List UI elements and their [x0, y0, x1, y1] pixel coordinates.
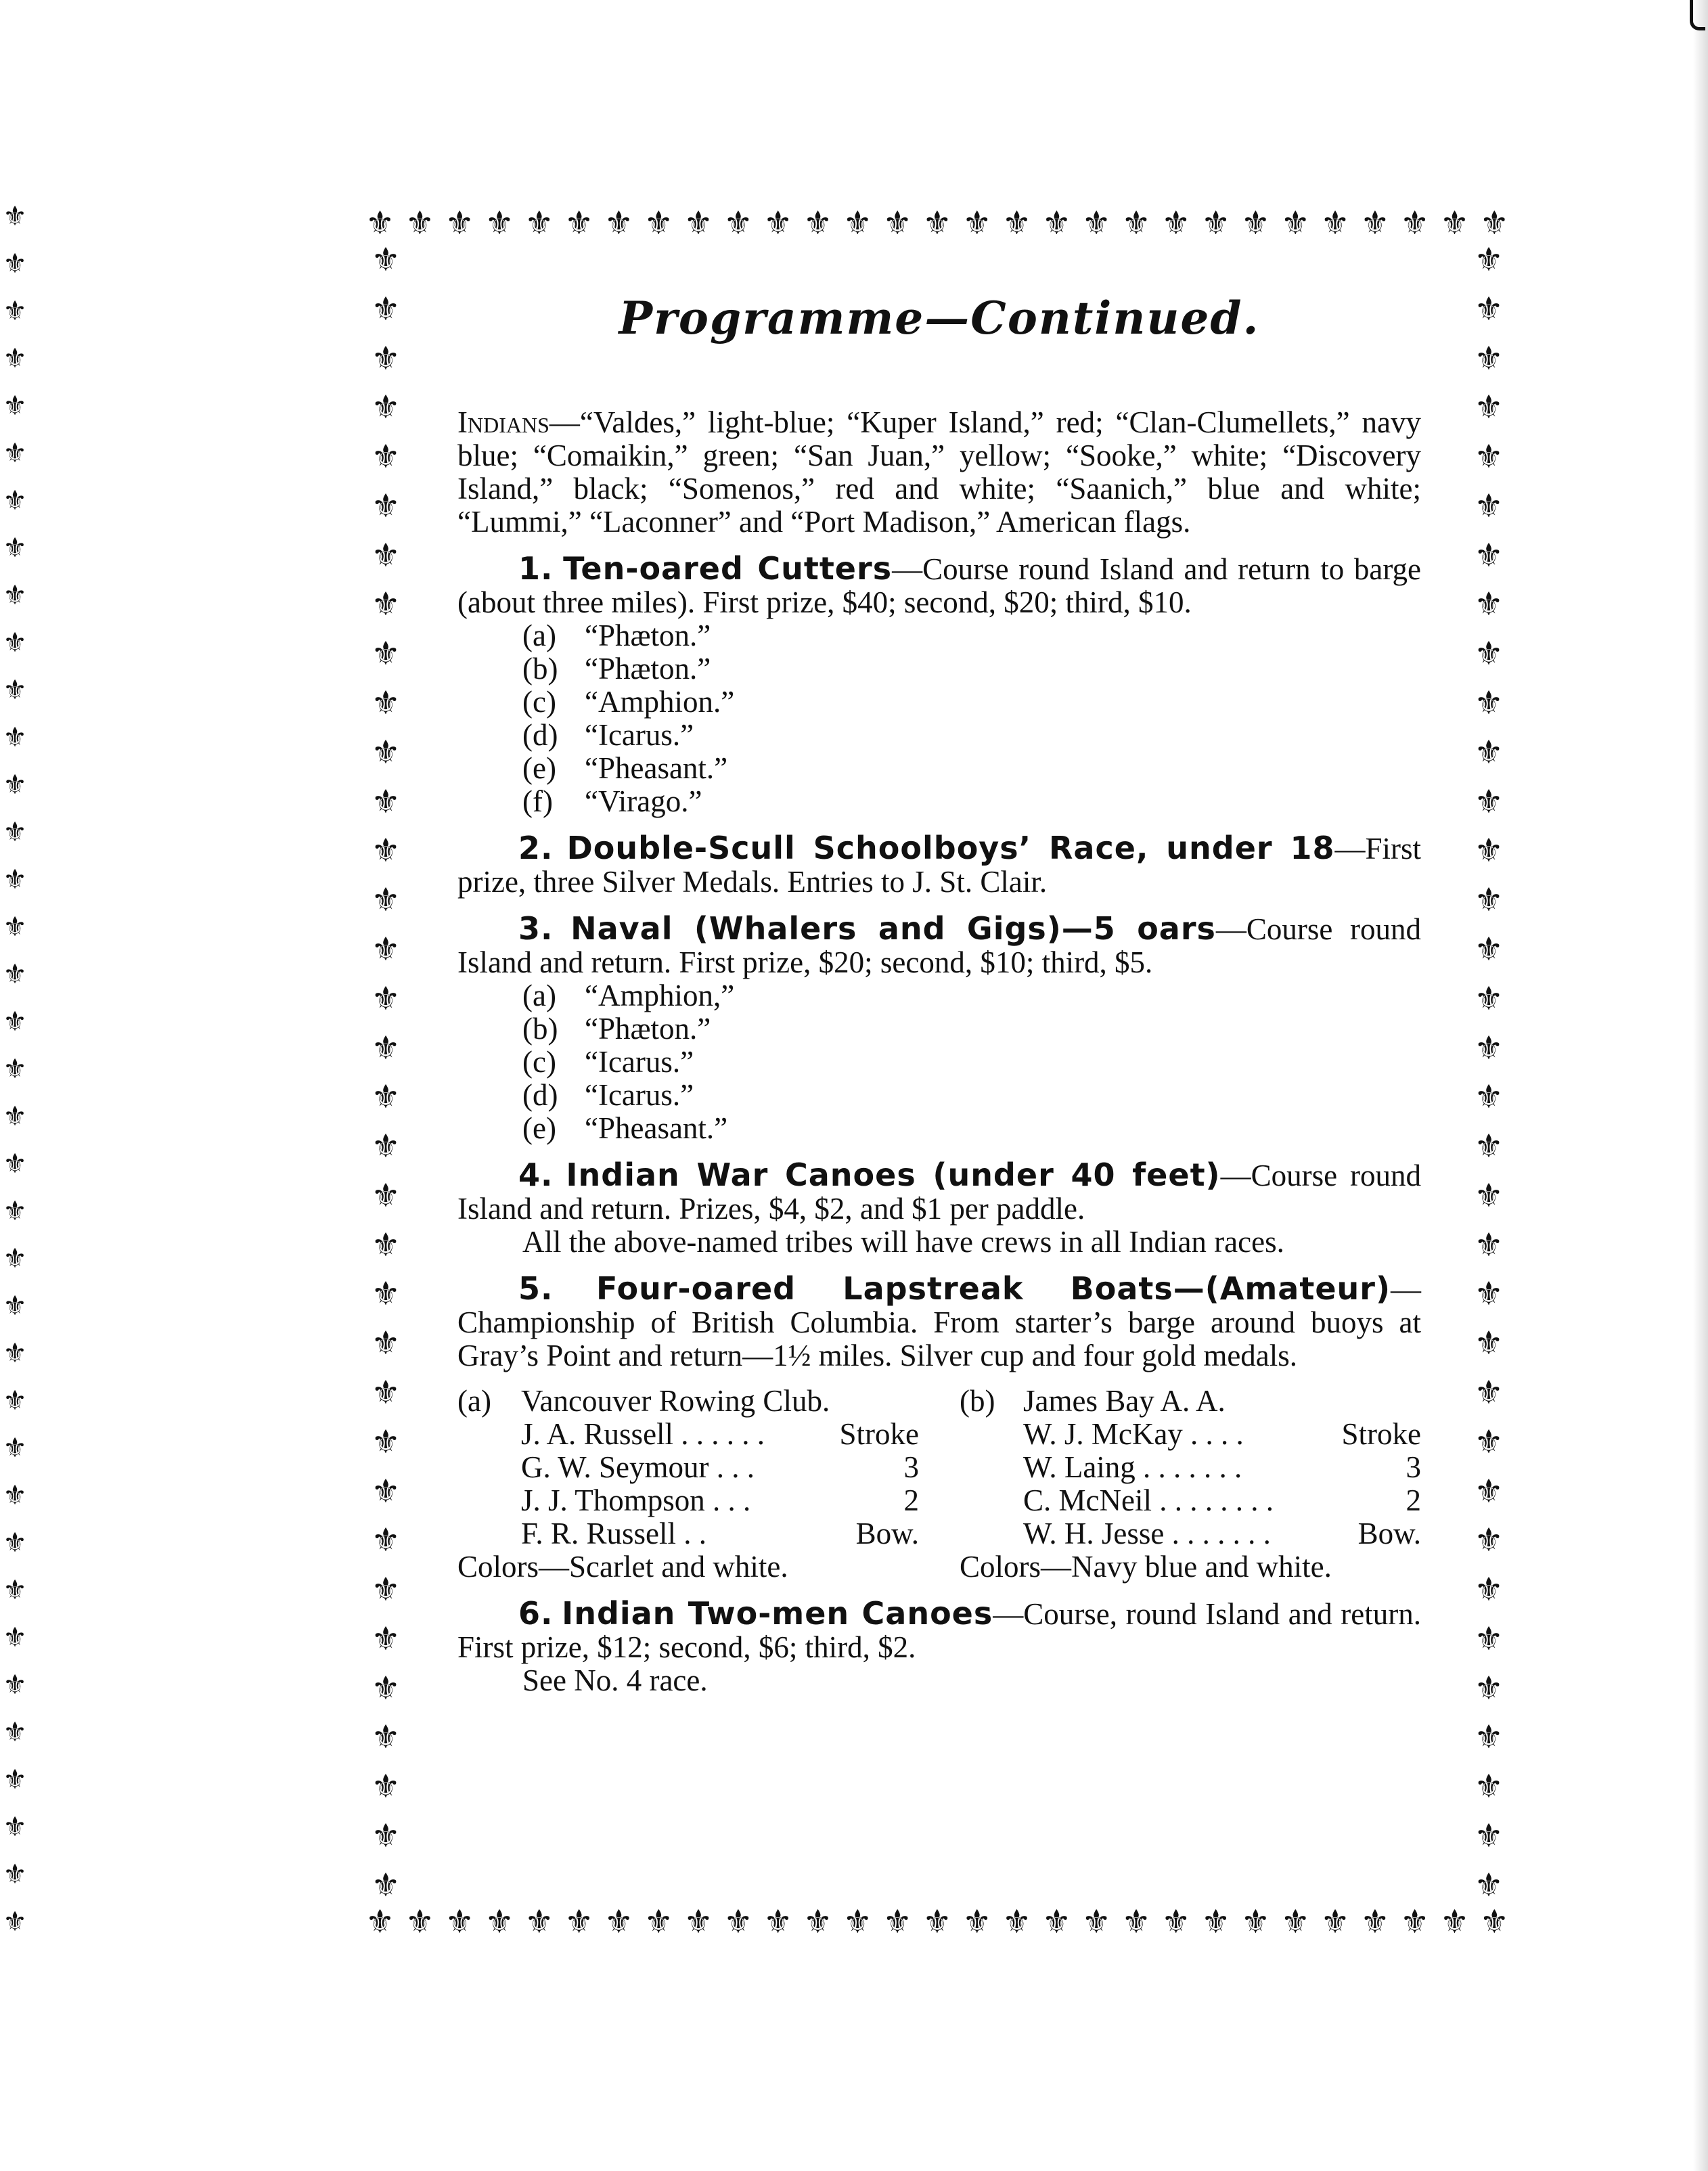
fleur-de-lis-icon: ⚜ [1479, 1903, 1509, 1941]
race-5-crews [457, 1385, 1421, 1584]
entry-label: (b) [522, 1012, 558, 1046]
fleur-de-lis-icon: ⚜ [445, 204, 474, 242]
fleur-de-lis-icon: ⚜ [371, 438, 401, 476]
fleur-de-lis-icon: ⚜ [3, 1812, 27, 1843]
fleur-de-lis-icon: ⚜ [803, 1903, 832, 1941]
entry-name: “Pheasant.” [585, 1111, 728, 1145]
fleur-de-lis-icon: ⚜ [3, 1717, 27, 1748]
fleur-de-lis-icon: ⚜ [1360, 1903, 1390, 1941]
fleur-de-lis-icon: ⚜ [3, 912, 27, 943]
fleur-de-lis-icon: ⚜ [564, 1903, 594, 1941]
fleur-de-lis-icon: ⚜ [1474, 1619, 1504, 1658]
fleur-de-lis-icon: ⚜ [371, 1423, 401, 1461]
fleur-de-lis-icon: ⚜ [1041, 204, 1071, 242]
fleur-de-lis-icon: ⚜ [371, 733, 401, 771]
fleur-de-lis-icon: ⚜ [371, 1571, 401, 1609]
fleur-de-lis-icon: ⚜ [1121, 1903, 1151, 1941]
fleur-de-lis-icon: ⚜ [524, 1903, 554, 1941]
fleur-de-lis-icon: ⚜ [1439, 1903, 1469, 1941]
fleur-de-lis-icon: ⚜ [1474, 1817, 1504, 1855]
race-title: Ten-oared Cutters [563, 550, 893, 587]
race-number: 5. [518, 1270, 554, 1307]
fleur-de-lis-icon: ⚜ [1474, 1029, 1504, 1067]
list-item [522, 719, 1421, 752]
fleur-de-lis-icon: ⚜ [524, 204, 554, 242]
fleur-de-lis-icon: ⚜ [371, 290, 401, 328]
race-6-description [457, 1597, 1421, 1664]
fleur-de-lis-icon: ⚜ [3, 343, 27, 374]
crew-colors: Colors—Navy blue and white. [960, 1550, 1332, 1584]
fleur-de-lis-icon: ⚜ [723, 204, 753, 242]
entry-label: (c) [522, 1045, 556, 1079]
rower-name: J. J. Thompson . . . [521, 1483, 751, 1517]
fleur-de-lis-icon: ⚜ [3, 1480, 27, 1511]
fleur-de-lis-icon: ⚜ [3, 675, 27, 706]
frame-border-top [365, 203, 1509, 244]
fleur-de-lis-icon: ⚜ [3, 959, 27, 990]
fleur-de-lis-icon: ⚜ [3, 485, 27, 516]
fleur-de-lis-icon: ⚜ [1474, 1226, 1504, 1264]
race-2 [457, 832, 1421, 899]
fleur-de-lis-icon: ⚜ [644, 1903, 673, 1941]
fleur-de-lis-icon: ⚜ [371, 1373, 401, 1412]
race-title: Indian War Canoes (under 40 feet) [566, 1157, 1221, 1193]
fleur-de-lis-icon: ⚜ [371, 782, 401, 821]
fleur-de-lis-icon: ⚜ [371, 1718, 401, 1757]
fleur-de-lis-icon: ⚜ [1400, 1903, 1430, 1941]
crew-a [457, 1385, 919, 1584]
rower-position: 3 [1406, 1450, 1421, 1484]
crew-title [960, 1385, 1421, 1418]
fleur-de-lis-icon: ⚜ [1240, 204, 1270, 242]
fleur-de-lis-icon: ⚜ [1002, 204, 1032, 242]
race-5-description [457, 1272, 1421, 1372]
fleur-de-lis-icon: ⚜ [1320, 1903, 1350, 1941]
entry-name: “Virago.” [585, 784, 702, 818]
crew-row [457, 1418, 919, 1451]
fleur-de-lis-icon: ⚜ [3, 533, 27, 564]
fleur-de-lis-icon: ⚜ [371, 930, 401, 968]
fleur-de-lis-icon: ⚜ [3, 1764, 27, 1795]
fleur-de-lis-icon: ⚜ [922, 1903, 952, 1941]
fleur-de-lis-icon: ⚜ [683, 204, 713, 242]
corner-mark [1690, 0, 1705, 30]
race-5 [457, 1272, 1421, 1584]
fleur-de-lis-icon: ⚜ [1474, 1275, 1504, 1314]
fleur-de-lis-icon: ⚜ [1474, 1768, 1504, 1806]
fleur-de-lis-icon: ⚜ [1474, 1373, 1504, 1412]
fleur-de-lis-icon: ⚜ [445, 1903, 474, 1941]
fleur-de-lis-icon: ⚜ [371, 979, 401, 1018]
crew-row [960, 1451, 1421, 1484]
entry-label: (a) [522, 979, 556, 1012]
fleur-de-lis-icon: ⚜ [882, 1903, 912, 1941]
intro-text: —“Valdes,” light-blue; “Kuper Island,” red; “Clan-Clumellets,” navy blue; “Comaikin,” green; “San Juan,” yellow; “Sooke,” white; “Discovery Island,” black; “Somenos,” red and white; “Saanich,” blue and white; “Lummi,” “Laconner” and “Port Madison,” American flags. [457, 405, 1421, 539]
fleur-de-lis-icon: ⚜ [371, 635, 401, 673]
fleur-de-lis-icon: ⚜ [371, 1127, 401, 1166]
frame-border-right [1468, 241, 1509, 1904]
fleur-de-lis-icon: ⚜ [1002, 1903, 1032, 1941]
fleur-de-lis-icon: ⚜ [1474, 585, 1504, 624]
fleur-de-lis-icon: ⚜ [1474, 1423, 1504, 1461]
entry-name: “Phæton.” [585, 619, 711, 652]
fleur-de-lis-icon: ⚜ [962, 204, 992, 242]
fleur-de-lis-icon: ⚜ [365, 204, 395, 242]
rower-name: W. J. McKay . . . . [1023, 1417, 1244, 1451]
fleur-de-lis-icon: ⚜ [1474, 881, 1504, 920]
crew-club: Vancouver Rowing Club. [521, 1384, 830, 1418]
fleur-de-lis-icon: ⚜ [1474, 1866, 1504, 1904]
fleur-de-lis-icon: ⚜ [371, 1866, 401, 1904]
fleur-de-lis-icon: ⚜ [3, 1243, 27, 1274]
list-item [522, 652, 1421, 686]
fleur-de-lis-icon: ⚜ [1474, 1078, 1504, 1117]
fleur-de-lis-icon: ⚜ [3, 817, 27, 848]
fleur-de-lis-icon: ⚜ [1474, 1324, 1504, 1363]
crew-label: (a) [457, 1384, 491, 1418]
fleur-de-lis-icon: ⚜ [1474, 733, 1504, 771]
fleur-de-lis-icon: ⚜ [1474, 1176, 1504, 1215]
rower-position: Bow. [1357, 1517, 1421, 1550]
rower-position: Bow. [855, 1517, 919, 1550]
fleur-de-lis-icon: ⚜ [405, 1903, 434, 1941]
fleur-de-lis-icon: ⚜ [1474, 536, 1504, 575]
crew-title [457, 1385, 919, 1418]
race-number: 1. [518, 550, 554, 587]
fleur-de-lis-icon: ⚜ [1474, 1472, 1504, 1510]
crew-row [960, 1517, 1421, 1550]
race-1-description [457, 552, 1421, 619]
ornamental-frame [365, 203, 1509, 1942]
race-1 [457, 552, 1421, 818]
entry-name: “Icarus.” [585, 718, 694, 752]
fleur-de-lis-icon: ⚜ [1201, 1903, 1231, 1941]
fleur-de-lis-icon: ⚜ [371, 241, 401, 279]
rower-position: 2 [1406, 1483, 1421, 1517]
race-number: 2. [518, 830, 554, 866]
fleur-de-lis-icon: ⚜ [1474, 1718, 1504, 1757]
fleur-de-lis-icon: ⚜ [3, 1101, 27, 1132]
rower-name: W. H. Jesse . . . . . . . [1023, 1517, 1271, 1550]
fleur-de-lis-icon: ⚜ [371, 1226, 401, 1264]
fleur-de-lis-icon: ⚜ [485, 1903, 514, 1941]
intro-label: Indians [457, 405, 549, 439]
fleur-de-lis-icon: ⚜ [1474, 339, 1504, 378]
crew-club: James Bay A. A. [1023, 1384, 1226, 1418]
crew-label: (b) [960, 1384, 995, 1418]
race-number: 3. [518, 910, 554, 947]
entry-name: “Pheasant.” [585, 751, 728, 785]
fleur-de-lis-icon: ⚜ [371, 1275, 401, 1314]
race-6-note: See No. 4 race. [522, 1663, 708, 1697]
fleur-de-lis-icon: ⚜ [3, 296, 27, 327]
race-title: Naval (Whalers and Gigs)—5 oars [570, 910, 1216, 947]
fleur-de-lis-icon: ⚜ [1240, 1903, 1270, 1941]
fleur-de-lis-icon: ⚜ [371, 487, 401, 525]
rower-position: Stroke [839, 1417, 919, 1451]
race-text: —Course round Island and return. First prize, $20; second, $10; third, $5. [457, 912, 1422, 979]
fleur-de-lis-icon: ⚜ [3, 1527, 27, 1559]
fleur-de-lis-icon: ⚜ [604, 204, 633, 242]
list-item [522, 785, 1421, 818]
fleur-de-lis-icon: ⚜ [1081, 1903, 1111, 1941]
fleur-de-lis-icon: ⚜ [1201, 204, 1231, 242]
fleur-de-lis-icon: ⚜ [1479, 204, 1509, 242]
fleur-de-lis-icon: ⚜ [371, 388, 401, 427]
fleur-de-lis-icon: ⚜ [1439, 204, 1469, 242]
programme-content [457, 291, 1421, 1697]
fleur-de-lis-icon: ⚜ [3, 1006, 27, 1037]
fleur-de-lis-icon: ⚜ [644, 204, 673, 242]
fleur-de-lis-icon: ⚜ [371, 1029, 401, 1067]
fleur-de-lis-icon: ⚜ [1474, 979, 1504, 1018]
fleur-de-lis-icon: ⚜ [3, 1622, 27, 1653]
fleur-de-lis-icon: ⚜ [371, 1324, 401, 1363]
fleur-de-lis-icon: ⚜ [803, 204, 832, 242]
fleur-de-lis-icon: ⚜ [1474, 1669, 1504, 1707]
fleur-de-lis-icon: ⚜ [3, 1148, 27, 1180]
fleur-de-lis-icon: ⚜ [1474, 438, 1504, 476]
list-item [522, 752, 1421, 785]
fleur-de-lis-icon: ⚜ [1400, 204, 1430, 242]
fleur-de-lis-icon: ⚜ [1474, 487, 1504, 525]
race-text: —First prize, three Silver Medals. Entries to J. St. Clair. [457, 832, 1421, 899]
crew-row [960, 1484, 1421, 1517]
entry-name: “Icarus.” [585, 1045, 694, 1079]
fleur-de-lis-icon: ⚜ [763, 1903, 793, 1941]
crew-row [457, 1484, 919, 1517]
rower-name: J. A. Russell . . . . . . [521, 1417, 765, 1451]
fleur-de-lis-icon: ⚜ [1474, 684, 1504, 723]
fleur-de-lis-icon: ⚜ [485, 204, 514, 242]
fleur-de-lis-icon: ⚜ [1280, 1903, 1310, 1941]
fleur-de-lis-icon: ⚜ [1161, 1903, 1191, 1941]
fleur-de-lis-icon: ⚜ [371, 1176, 401, 1215]
entry-name: “Amphion,” [585, 979, 735, 1012]
race-text: —Course, round Island and return. First prize, $12; second, $6; third, $2. [457, 1597, 1421, 1664]
race-4 [457, 1159, 1421, 1259]
entry-label: (b) [522, 652, 558, 686]
race-text: —Course round Island and return. Prizes, $4, $2, and $1 per paddle. [457, 1159, 1421, 1226]
fleur-de-lis-icon: ⚜ [3, 722, 27, 753]
crew-row [457, 1451, 919, 1484]
fleur-de-lis-icon: ⚜ [3, 1291, 27, 1322]
fleur-de-lis-icon: ⚜ [3, 248, 27, 279]
race-4-description [457, 1159, 1421, 1226]
fleur-de-lis-icon: ⚜ [371, 1078, 401, 1117]
fleur-de-lis-icon: ⚜ [371, 339, 401, 378]
fleur-de-lis-icon: ⚜ [1474, 832, 1504, 870]
race-text: —Course round Island and return to barge (about three miles). First prize, $40; second, $20; third, $10. [457, 552, 1421, 619]
fleur-de-lis-icon: ⚜ [371, 585, 401, 624]
fleur-de-lis-icon: ⚜ [3, 1575, 27, 1606]
fleur-de-lis-icon: ⚜ [1474, 1571, 1504, 1609]
fleur-de-lis-icon: ⚜ [371, 1472, 401, 1510]
fleur-de-lis-icon: ⚜ [3, 580, 27, 611]
entry-name: “Icarus.” [585, 1078, 694, 1112]
fleur-de-lis-icon: ⚜ [723, 1903, 753, 1941]
page-heading: Programme—Continued. [619, 292, 1260, 344]
fleur-de-lis-icon: ⚜ [371, 881, 401, 920]
fleur-de-lis-icon: ⚜ [3, 1859, 27, 1890]
entry-label: (d) [522, 718, 558, 752]
fleur-de-lis-icon: ⚜ [1081, 204, 1111, 242]
entry-name: “Phæton.” [585, 1012, 711, 1046]
fleur-de-lis-icon: ⚜ [1280, 204, 1310, 242]
race-4-note: All the above-named tribes will have crews in all Indian races. [522, 1225, 1284, 1259]
list-item [522, 619, 1421, 652]
fleur-de-lis-icon: ⚜ [1474, 782, 1504, 821]
race-3-description [457, 912, 1421, 979]
fleur-de-lis-icon: ⚜ [683, 1903, 713, 1941]
entry-label: (e) [522, 1111, 556, 1145]
frame-border-bottom [365, 1902, 1509, 1942]
fleur-de-lis-icon: ⚜ [1474, 1521, 1504, 1560]
entry-label: (d) [522, 1078, 558, 1112]
race-number: 6. [518, 1595, 554, 1632]
fleur-de-lis-icon: ⚜ [371, 832, 401, 870]
entry-label: (c) [522, 685, 556, 719]
fleur-de-lis-icon: ⚜ [3, 1054, 27, 1085]
fleur-de-lis-icon: ⚜ [405, 204, 434, 242]
fleur-de-lis-icon: ⚜ [842, 204, 872, 242]
fleur-de-lis-icon: ⚜ [962, 1903, 992, 1941]
list-item [522, 1112, 1421, 1145]
list-item [522, 1079, 1421, 1112]
list-item [522, 686, 1421, 719]
rower-name: W. Laing . . . . . . . [1023, 1450, 1242, 1484]
rower-name: F. R. Russell . . [521, 1517, 706, 1550]
fleur-de-lis-icon: ⚜ [1474, 1127, 1504, 1166]
fleur-de-lis-icon: ⚜ [371, 1817, 401, 1855]
rower-position: 3 [903, 1450, 919, 1484]
list-item [522, 1046, 1421, 1079]
race-title: Indian Two-men Canoes [562, 1595, 993, 1632]
fleur-de-lis-icon: ⚜ [371, 1521, 401, 1560]
race-title: Four-oared Lapstreak Boats—(Amateur) [595, 1270, 1391, 1307]
fleur-de-lis-icon: ⚜ [3, 438, 27, 469]
fleur-de-lis-icon: ⚜ [1161, 204, 1191, 242]
fleur-de-lis-icon: ⚜ [371, 684, 401, 723]
entry-label: (f) [522, 784, 553, 818]
list-item [522, 1012, 1421, 1046]
rower-position: 2 [903, 1483, 919, 1517]
fleur-de-lis-icon: ⚜ [3, 627, 27, 658]
entry-label: (e) [522, 751, 556, 785]
fleur-de-lis-icon: ⚜ [922, 204, 952, 242]
fleur-de-lis-icon: ⚜ [604, 1903, 633, 1941]
fleur-de-lis-icon: ⚜ [882, 204, 912, 242]
race-2-description [457, 832, 1421, 899]
fleur-de-lis-icon: ⚜ [3, 1433, 27, 1464]
fleur-de-lis-icon: ⚜ [1474, 930, 1504, 968]
entry-label: (a) [522, 619, 556, 652]
fleur-de-lis-icon: ⚜ [1320, 204, 1350, 242]
fleur-de-lis-icon: ⚜ [3, 769, 27, 801]
fleur-de-lis-icon: ⚜ [1474, 241, 1504, 279]
entry-name: “Phæton.” [585, 652, 711, 686]
rower-position: Stroke [1341, 1417, 1421, 1451]
fleur-de-lis-icon: ⚜ [1041, 1903, 1071, 1941]
fleur-de-lis-icon: ⚜ [564, 204, 594, 242]
fleur-de-lis-icon: ⚜ [1474, 290, 1504, 328]
fleur-de-lis-icon: ⚜ [3, 864, 27, 895]
fleur-de-lis-icon: ⚜ [1121, 204, 1151, 242]
race-title: Double-Scull Schoolboys’ Race, under 18 [566, 830, 1335, 866]
fleur-de-lis-icon: ⚜ [3, 1196, 27, 1227]
fleur-de-lis-icon: ⚜ [3, 1906, 27, 1938]
race-3 [457, 912, 1421, 1145]
fleur-de-lis-icon: ⚜ [3, 1338, 27, 1369]
race-number: 4. [518, 1157, 554, 1193]
fleur-de-lis-icon: ⚜ [371, 536, 401, 575]
rower-name: G. W. Seymour . . . [521, 1450, 755, 1484]
fleur-de-lis-icon: ⚜ [3, 390, 27, 422]
page-edge-shadow [1693, 0, 1708, 2171]
race-1-entries [522, 619, 1421, 818]
fleur-de-lis-icon: ⚜ [1474, 388, 1504, 427]
fleur-de-lis-icon: ⚜ [763, 204, 793, 242]
fleur-de-lis-icon: ⚜ [371, 1768, 401, 1806]
crew-b [960, 1385, 1421, 1584]
crew-row [960, 1418, 1421, 1451]
indians-intro [457, 406, 1421, 539]
fleur-de-lis-icon: ⚜ [1360, 204, 1390, 242]
page-edge-ornaments [0, 201, 30, 1938]
race-3-entries [522, 979, 1421, 1145]
fleur-de-lis-icon: ⚜ [3, 1670, 27, 1701]
entry-name: “Amphion.” [585, 685, 735, 719]
fleur-de-lis-icon: ⚜ [365, 1903, 395, 1941]
race-text: —Championship of British Columbia. From starter’s barge around buoys at Gray’s Point and return—1½ miles. Silver cup and four gold medals. [457, 1272, 1421, 1372]
fleur-de-lis-icon: ⚜ [842, 1903, 872, 1941]
rower-name: C. McNeil . . . . . . . . [1023, 1483, 1274, 1517]
fleur-de-lis-icon: ⚜ [3, 201, 27, 232]
list-item [522, 979, 1421, 1012]
crew-row [457, 1517, 919, 1550]
fleur-de-lis-icon: ⚜ [371, 1669, 401, 1707]
fleur-de-lis-icon: ⚜ [1474, 635, 1504, 673]
race-6 [457, 1597, 1421, 1697]
frame-border-left [365, 241, 406, 1904]
fleur-de-lis-icon: ⚜ [371, 1619, 401, 1658]
fleur-de-lis-icon: ⚜ [3, 1385, 27, 1416]
crew-colors: Colors—Scarlet and white. [457, 1550, 788, 1584]
